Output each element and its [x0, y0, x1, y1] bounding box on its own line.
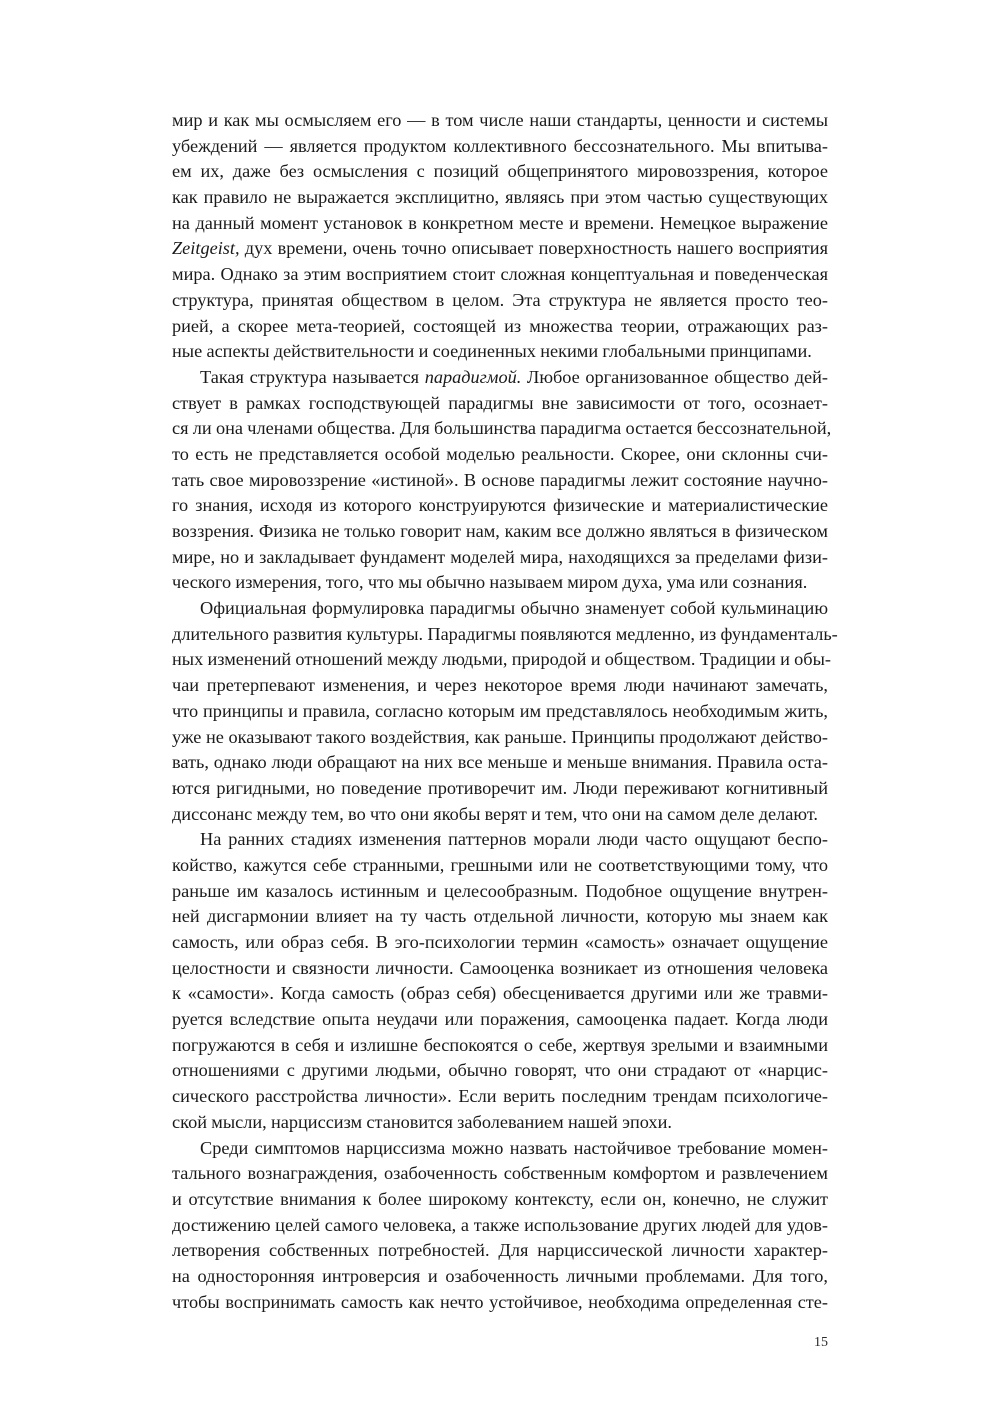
text-line: ней дисгармонии влияет на ту часть отдельной личности, которую мы знаем как: [172, 906, 828, 927]
text-line: структура, принятая обществом в целом. Эта структура не является просто тео-: [172, 289, 828, 310]
text-line: ем их, даже без осмысления с позиций общепринятого мировоззрения, которое: [172, 161, 828, 182]
text-line: мира. Однако за этим восприятием стоит сложная концептуальная и поведенческая: [172, 264, 828, 285]
text-line: на данный момент установок в конкретном месте и времени. Немецкое выражение: [172, 212, 828, 233]
text-line: ных изменений отношений между людьми, природой и обществом. Традиции и обы-: [172, 649, 831, 670]
text-line: целостности и связности личности. Самооценка возникает из отношения человека: [172, 957, 828, 978]
text-line: На ранних стадиях изменения паттернов морали люди часто ощущают беспо-: [200, 829, 828, 850]
text-line: отношениями с другими людьми, обычно говорят, что они страдают от «нарцис-: [172, 1060, 828, 1081]
text-line: мир и как мы осмысляем его — в том числе наши стандарты, ценности и системы: [172, 110, 828, 130]
text-line: Среди симптомов нарциссизма можно назвать настойчивое требование момен-: [200, 1137, 828, 1158]
text-line: тать свое мировоззрение «истиной». В основе парадигмы лежит состояние научно-: [172, 469, 828, 490]
italic-term: Zeitgeist,: [172, 238, 240, 259]
text-line: диссонанс между тем, во что они якобы верят и тем, что они на самом деле делают.: [172, 803, 819, 824]
paragraph-5: [172, 1136, 828, 1316]
text-line: мире, но и закладывает фундамент моделей мира, находящихся за пределами физи-: [172, 546, 828, 567]
text-line: го знания, исходя из которого конструируются физические и материалистические: [172, 495, 828, 516]
text-line: что принципы и правила, согласно которым им представлялось необходимым жить,: [172, 700, 828, 721]
text-line: летворения собственных потребностей. Для нарциссической личности характер-: [172, 1240, 828, 1261]
text-line: как правило не выражается эксплицитно, являясь при этом частью существующих: [172, 187, 828, 208]
page-number: 15: [814, 1335, 828, 1350]
text-line: погружаются в себя и излишне беспокоятся о себе, жертвуя зрелыми и взаимными: [172, 1034, 828, 1055]
text-line: Официальная формулировка парадигмы обычно знаменует собой кульминацию: [200, 598, 828, 619]
text-line: достижению целей самого человека, а также использование других людей для удов-: [172, 1214, 828, 1235]
text-line: к «самости». Когда самость (образ себя) обесценивается другими или же травми-: [172, 983, 828, 1004]
text-line: рией, а скорее мета-теорией, состоящей из множества теории, отражающих раз-: [172, 315, 828, 336]
paragraph-1: [172, 108, 828, 365]
text-line: тального вознаграждения, озабоченность собственным комфортом и развлечением: [172, 1163, 828, 1184]
text-line: ные аспекты действительности и соединенных некими глобальными принципами.: [172, 341, 812, 362]
text-line: [172, 236, 828, 262]
text-line: ствует в рамках господствующей парадигмы вне зависимости от того, осознает-: [172, 392, 828, 413]
italic-term: парадигмой.: [424, 366, 522, 387]
text-line: койство, кажутся себе странными, грешными или не соответствующими тому, что: [172, 854, 828, 875]
text-line: убеждений — является продуктом коллективного бессознательного. Мы впитыва-: [172, 135, 828, 156]
paragraph-3: [172, 596, 838, 827]
text-line: на односторонняя интроверсия и озабоченность личными проблемами. Для того,: [172, 1265, 828, 1286]
line-post: дух времени, очень точно описывает поверхностность нашего восприятия: [239, 238, 828, 259]
text-line: воззрения. Физика не только говорит нам, каким все должно являться в физическом: [172, 521, 828, 541]
paragraph-2: [172, 365, 832, 596]
text-line: ской мысли, нарциссизм становится заболеванием нашей эпохи.: [172, 1111, 672, 1132]
text-line: ся ли она членами общества. Для большинства парадигма остается бессознательной,: [172, 418, 832, 439]
text-line: длительного развития культуры. Парадигмы появляются медленно, из фундаменталь-: [172, 623, 838, 644]
text-line: и отсутствие внимания к более широкому контексту, если он, конечно, не служит: [172, 1188, 828, 1209]
text-line: ются ригидными, но поведение противоречит им. Люди переживают когнитивный: [172, 777, 828, 798]
text-line: сического расстройства личности». Если верить последним трендам психологиче-: [172, 1086, 828, 1107]
line-post: Любое организованное общество дей-: [521, 366, 828, 387]
text-line: то есть не представляется особой моделью реальности. Скорее, они склонны счи-: [172, 443, 828, 464]
line-pre: Такая структура называется: [200, 366, 425, 387]
text-line: ческого измерения, того, что мы обычно называем миром духа, ума или сознания.: [172, 572, 808, 593]
body-text: [172, 108, 838, 1315]
text-line: раньше им казалось истинным и целесообразным. Подобное ощущение внутрен-: [172, 880, 828, 901]
text-line: вать, однако люди обращают на них все меньше и меньше внимания. Правила оста-: [172, 752, 828, 773]
text-line: самость, или образ себя. В эго-психологии термин «самость» означает ощущение: [172, 932, 828, 952]
paragraph-4: [172, 827, 828, 1135]
text-line: руется вследствие опыта неудачи или поражения, самооценка падает. Когда люди: [172, 1009, 828, 1030]
text-line: чтобы воспринимать самость как нечто устойчивое, необходима определенная сте-: [172, 1291, 828, 1312]
text-line: уже не оказывают такого воздействия, как раньше. Принципы продолжают действо-: [172, 726, 828, 747]
text-line: чаи претерпевают изменения, и через некоторое время люди начинают замечать,: [172, 675, 828, 696]
text-line: [172, 365, 828, 391]
